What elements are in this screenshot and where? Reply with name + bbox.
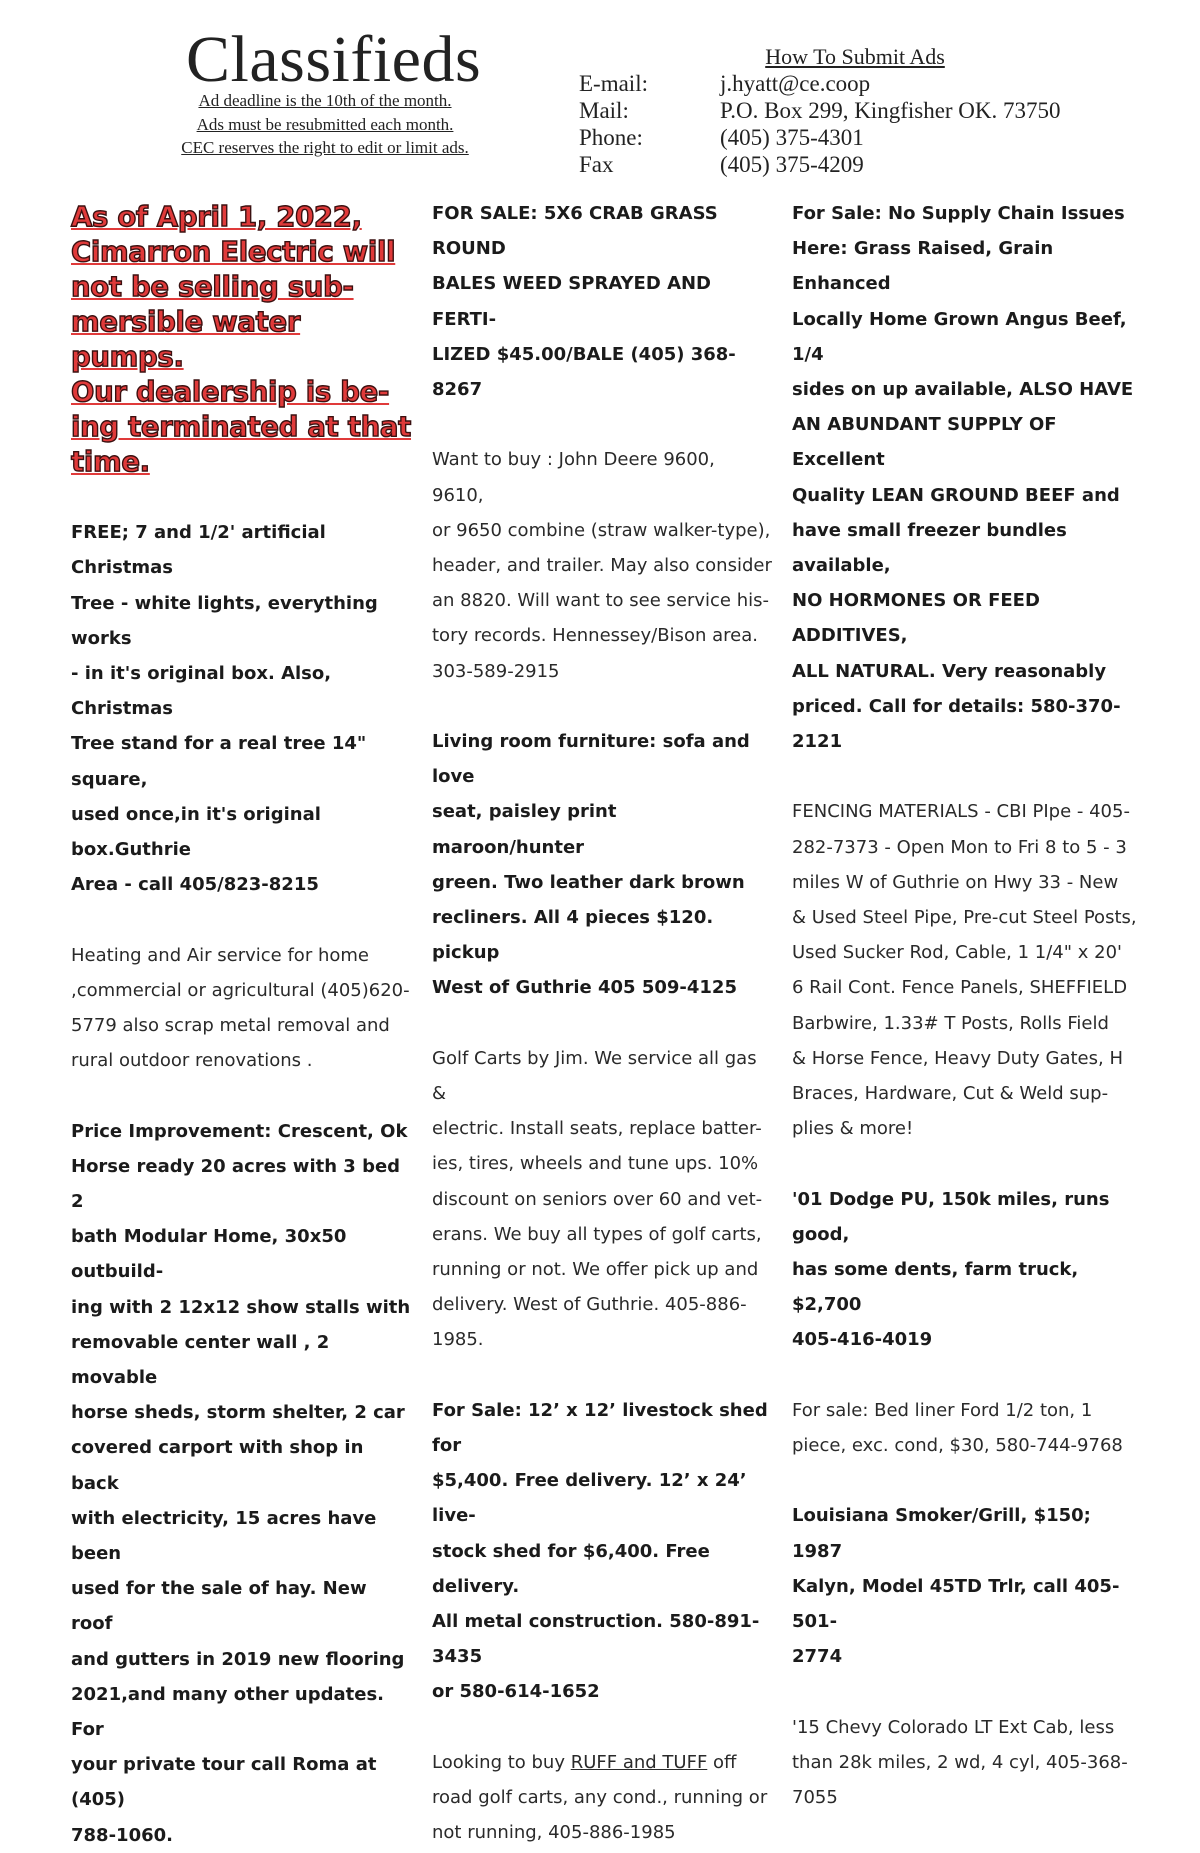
contact-label: E-mail: (579, 71, 648, 96)
ad-dodge-pickup: '01 Dodge PU, 150k miles, runs good, has some dents, farm truck, $2,700 405-416-4019 (792, 1188, 1110, 1351)
ad-crab-grass-bales: FOR SALE: 5X6 CRAB GRASS ROUND BALES WEED SPRAYED AND FERTI- LIZED $45.00/BALE (405) 368-8267 (432, 203, 736, 401)
ad-golf-carts-jim: Golf Carts by Jim. We service all gas & electric. Install seats, replace batter- ies, tires, wheels and tune ups. 10% discount on seniors over 60 and vet- erans. We buy all types of golf carts, running or not. We offer pick up and delivery. West of Guthrie. 405-886- 1985. (432, 1047, 763, 1351)
page-title: Classifieds (186, 23, 482, 96)
contact-fax (579, 151, 864, 178)
ad-crescent-property: Price Improvement: Crescent, Ok Horse ready 20 acres with 3 bed 2 bath Modular Home, 30x50 outbuild- ing with 2 12x12 show stalls with removable center wall , 2 movable horse sheds, storm shelter, 2 car covered carport with shop in back with electricity, 15 acres have been used for the sale of hay. New roof and gutters in 2019 new flooring 2021,and many other updates. For your private tour call Roma at (405) 788-1060. (71, 1120, 411, 1846)
ads-column-2 (432, 196, 772, 1850)
ad-heating-air: Heating and Air service for home ,commercial or agricultural (405)620- 5779 also scrap metal removal and rural outdoor renovations . (71, 944, 410, 1072)
ad-smoker-grill: Louisiana Smoker/Grill, $150; 1987 Kalyn, Model 45TD Trlr, call 405-501- 2774 (792, 1505, 1120, 1668)
ad-john-deere-combine: Want to buy : John Deere 9600, 9610, or 9650 combine (straw walker-type), header, and trailer. May also consider an 8820. Will want to see service his- tory records. Hennessey/Bison area. 303-589-2915 (432, 449, 772, 682)
contact-mail (579, 97, 1061, 124)
deadline-note: Ad deadline is the 10th of the month. (198, 91, 452, 110)
contact-label: Phone: (579, 125, 643, 150)
edit-rights-note: CEC reserves the right to edit or limit ads. (181, 138, 469, 157)
contact-email (579, 70, 870, 97)
submit-ads-heading: How To Submit Ads (765, 44, 945, 69)
ad-living-room-furniture: Living room furniture: sofa and love seat, paisley print maroon/hunter green. Two leather dark brown recliners. All 4 pieces $120. pickup West of Guthrie 405 509-4125 (432, 731, 750, 999)
ad-fencing-materials: FENCING MATERIALS - CBI PIpe - 405- 282-7373 - Open Mon to Fri 8 to 5 - 3 miles W of Guthrie on Hwy 33 - New & Used Steel Pipe, Pre-cut Steel Posts, Used Sucker Rod, Cable, 1 1/4" x 20' 6 Rail Cont. Fence Panels, SHEFFIELD Barbwire, 1.33# T Posts, Rolls Field & Horse Fence, Heavy Duty Gates, H Braces, Hardware, Cut & Weld sup- plies & more! (792, 801, 1137, 1140)
ad-angus-beef: For Sale: No Supply Chain Issues Here: Grass Raised, Grain Enhanced Locally Home Grown Angus Beef, 1/4 sides on up available, ALSO HAVE AN ABUNDANT SUPPLY OF Excellent Quality LEAN GROUND BEEF and have small freezer bundles available, NO HORMONES OR FEED ADDITIVES, ALL NATURAL. Very reasonably priced. Call for details: 580-370-2121 (792, 203, 1134, 753)
mail-value: P.O. Box 299, Kingfisher OK. 73750 (720, 98, 1061, 123)
ad-livestock-shed: For Sale: 12’ x 12’ livestock shed for $5,400. Free delivery. 12’ x 24’ live- stock shed for $6,400. Free delivery. All metal construction. 580-891-3435 or 580-614-1652 (432, 1399, 768, 1703)
phone-value: (405) 375-4301 (720, 125, 864, 150)
ad-bed-liner: For sale: Bed liner Ford 1/2 ton, 1 piece, exc. cond, $30, 580-744-9768 (792, 1399, 1123, 1457)
contact-phone (579, 124, 864, 151)
email-value[interactable]: j.hyatt@ce.coop (720, 71, 871, 96)
fax-value: (405) 375-4209 (720, 152, 864, 177)
ad-chevy-colorado: '15 Chevy Colorado LT Ext Cab, less than 28k miles, 2 wd, 4 cyl, 405-368- 7055 (792, 1716, 1128, 1809)
resubmit-note: Ads must be resubmitted each month. (196, 114, 454, 134)
ad-text: Looking to buy (432, 1751, 571, 1773)
ads-column-1 (71, 196, 411, 1853)
ad-rules (150, 89, 500, 160)
ad-text: off road golf carts, any cond., running or not running, 405-886-1985 (432, 1751, 768, 1844)
ad-christmas-tree: FREE; 7 and 1/2' artificial Christmas Tree - white lights, everything works - in it's original box. Also, Christmas Tree stand for a real tree 14" square, used once,in it's original box.Guthrie Area - call 405/823-8215 (71, 522, 378, 896)
pump-notice: As of April 1, 2022, Cimarron Electric will not be selling sub- mersible water pumps. Our dealership is be- ing terminated at that time. (71, 201, 411, 478)
ruff-tuff-label: RUFF and TUFF (570, 1751, 708, 1773)
contact-label: Fax (579, 152, 614, 177)
ads-column-3 (792, 196, 1137, 1815)
contact-label: Mail: (579, 98, 629, 123)
ad-ruff-tuff-carts (432, 1745, 772, 1851)
